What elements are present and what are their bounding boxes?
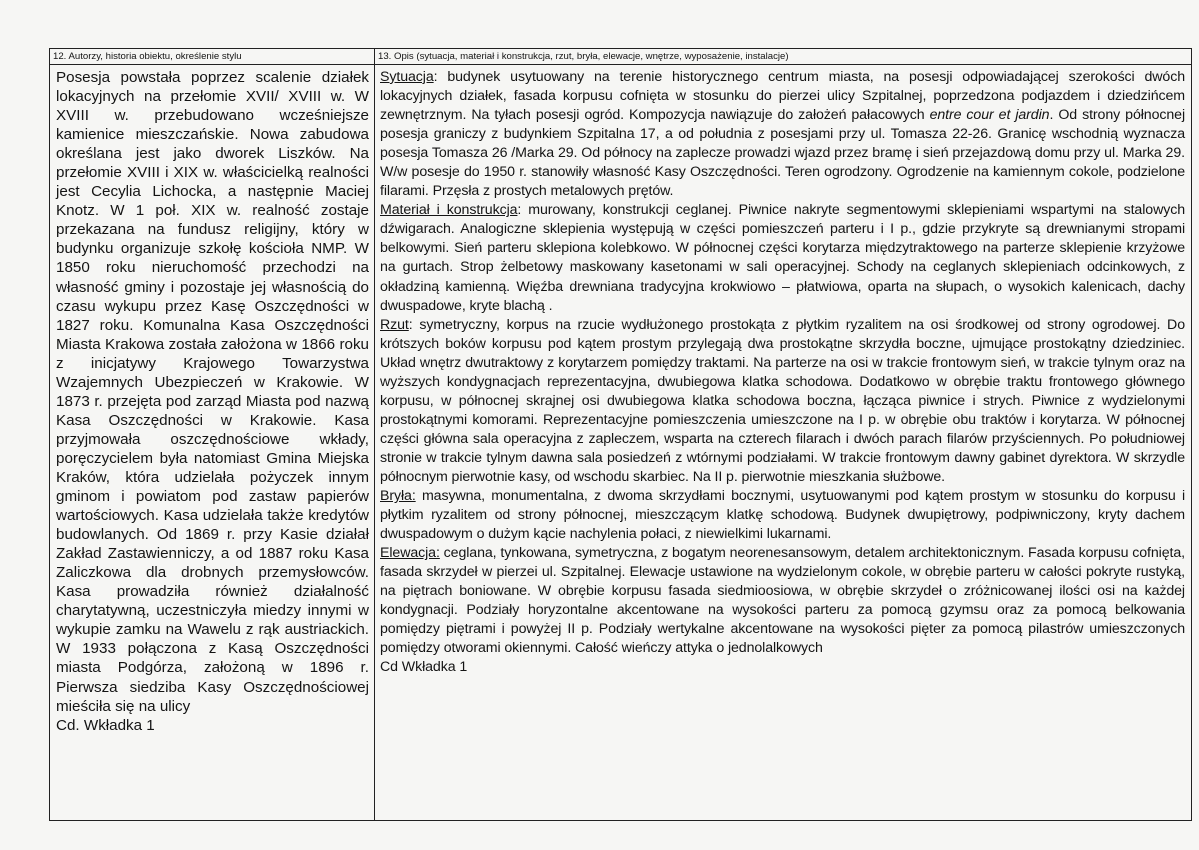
section-elewacja [380,544,1185,658]
elewacja-heading: Elewacja: [380,545,440,562]
elewacja-text: ceglana, tynkowana, symetryczna, z bogatym neorenesansowym, detalem architektonicznym. Fasada korpusu cofnięta, fasada skrzydeł w pierzei ul. Szpitalnej. Elewacje ustawione na wydzielonym cokole, w obrębie parteru w całości pokryte rustyką, na piętrach boniowane. W obrębie korpusu fasada siedmioosiowa, w obrębie skrzydeł o zróżnicowanej ilości osi na każdej kondygnacji. Podziały horyzontalne akcentowane na wysokości parteru za pomocą gzymsu oraz za pomocą belkowania pomiędzy piętrami i powyżej II p. Podziały wertykalne akcentowane na wysokości pięter za pomocą pilastrów umieszczonych pomiędzy otworami okiennymi. Całość wieńczy attyka o jednolalkowych [380,545,1185,657]
bryla-text: masywna, monumentalna, z dwoma skrzydłami bocznymi, usytuowanymi pod kątem prostym w stosunku do korpusu i płytkim ryzalitem od strony północnej, mieszczącym klatkę schodową. Budynek dwupiętrowy, podpiwniczony, kryty dachem dwuspadowym o dużym kącie nachylenia połaci, z niewielkimi lukarnami. [380,488,1185,543]
sytuacja-italic: entre cour et jardin [929,107,1050,124]
sytuacja-text-b: . Od strony północnej posesja graniczy z budynkiem Szpitalna 17, a od południa z posesjami przy ul. Tomasza 22-26. Granicę wschodnią wyznacza posesja Tomasza 26 /Marka 29. Od północy na zaplecze prowadzi wjazd przez bramę i sień przejazdową domu przy ul. Marka 29. W/w posesje do 1950 r. stanowiły własność Kasy Oszczędności. Teren ogrodzony. Ogrodzenie na kamiennym cokole, podzielone filarami. Przęsła z prostych metalowych prętów. [380,107,1186,200]
history-continuation: Cd. Wkładka 1 [56,716,155,734]
history-header: 12. Autorzy, historia obiektu, określenie stylu [50,49,375,65]
rzut-heading: Rzut [380,316,409,333]
sytuacja-text-a: : budynek usytuowany na terenie historycznego centrum miasta, na posesji odpowiadającej szerokości dwóch lokacyjnych działek, fasada korpusu cofnięta w stosunku do pierzei ulicy Szpitalnej, poprzedzona podjazdem i dziedzińcem zewnętrznym. Na tyłach posesji ogród. Kompozycja nawiązuje do założeń pałacowych [380,69,1185,124]
sytuacja-heading: Sytuacja [380,69,434,85]
material-text: : murowany, konstrukcji ceglanej. Piwnice nakryte segmentowymi sklepieniami wspartymi na stalowych dźwigarach. Analogiczne sklepienia występują w części pomieszczeń parteru i I p., gdzie przykryte są drewnianymi stropami belkowymi. Sień parteru sklepiona kolebkowo. W północnej części korytarza międzytraktowego na parterze sklepienie krzyżowe na gurtach. Strop żelbetowy maskowany kasetonami w sali operacyjnej. Schody na ceglanych sklepieniach odcinkowych, z okładziną kamienną. Więźba drewniana tradycyjna krokwiowo – płatwiowa, oparta na słupach, o wysokich kalenicach, dachy dwuspadowe, kryte blachą . [380,202,1185,314]
bryla-heading: Bryła: [380,488,416,505]
history-text: Posesja powstała poprzez scalenie działek lokacyjnych na przełomie XVII/ XVIII w. W XVIII w. przebudowano wcześniejsze kamienice mieszczańskie. Nowa zabudowa określana jest jako dworek Liszków. Na przełomie XVIII i XIX w. właścicielką realności jest Cecylia Lichocka, a następnie Maciej Knotz. W 1 poł. XIX w. realność zostaje przekazana na fundusz religijny, który w budynku organizuje szkołę kościoła NMP. W 1850 roku nieruchomość przechodzi na własność gminy i pozostaje jej własnością do czasu wykupu przez Kasę Oszczędności w 1827 roku. Komunalna Kasa Oszczędności Miasta Krakowa została założona w 1866 roku z inicjatywy Krajowego Towarzystwa Wzajemnych Ubezpieczeń w Krakowie. W 1873 r. przejęta pod zarząd Miasta pod nazwą Kasa Oszczędności w Krakowie. Kasa przyjmowała oszczędnościowe wkłady, poręczycielem była natomiast Gmina Miejska Kraków, która udzielała pożyczek innym gminom i powiatom pod zastaw papierów wartościowych. Kasa udzielała także kredytów budowlanych. Od 1869 r. przy Kasie działał Zakład Zastawienniczy, a od 1887 roku Kasa Zaliczkowa dla drobnych przemysłowców. Kasa prowadziła również działalność charytatywną, uczestniczyła miedzy innymi w wykupie zamku na Wawelu z rąk austriackich. W 1933 połączona z Kasą Oszczędności miasta Podgórza, założoną w 1896 r. Pierwsza siedziba Kasy Oszczędnościowej mieściła się na ulicy [56,69,369,715]
section-material [380,201,1185,315]
description-header: 13. Opis (sytuacja, materiał i konstrukcja, rzut, bryła, elewacje, wnętrze, wyposażenie, instalacje) [375,49,1191,65]
history-column [50,65,375,820]
description-continuation: Cd Wkładka 1 [380,659,468,676]
section-rzut [380,316,1185,487]
rzut-text: : symetryczny, korpus na rzucie wydłużonego prostokąta z płytkim ryzalitem na osi środkowej od strony ogrodowej. Do krótszych boków korpusu pod kątem prostym przylegają dwa prostokątne skrzydła boczne, ujmujące prostokątny dziedziniec. Układ wnętrz dwutraktowy z korytarzem pomiędzy traktami. Na parterze na osi w trakcie frontowym sień, w trakcie tylnym oraz na wyższych kondygnacjach reprezentacyjna, dwubiegowa klatka schodowa. Dodatkowo w obrębie traktu frontowego głównego korpusu, w północnej skrajnej osi dwubiegowa klatka schodowa boczna, łącząca piwnice i strych. Piwnice z wydzielonymi prostokątnymi komorami. Reprezentacyjne pomieszczenia umieszczone na I p. w obrębie obu traktów i korytarza. W północnej części główna sala operacyjna z zapleczem, wsparta na czterech filarach i dwóch parach filarów przyściennych. Po południowej stronie w trakcie tylnym dawna sala posiedzeń z wtórnymi podziałami. W trakcie frontowym dawny gabinet dyrektora. W skrzydle północnym pierwotnie kasy, od wschodu skarbiec. Na II p. pierwotnie mieszkania służbowe. [380,316,1185,485]
section-sytuacja [380,68,1185,201]
section-bryla [380,487,1185,544]
record-sheet [49,48,1192,821]
material-heading: Materiał i konstrukcja [380,202,518,219]
description-column [375,65,1191,820]
